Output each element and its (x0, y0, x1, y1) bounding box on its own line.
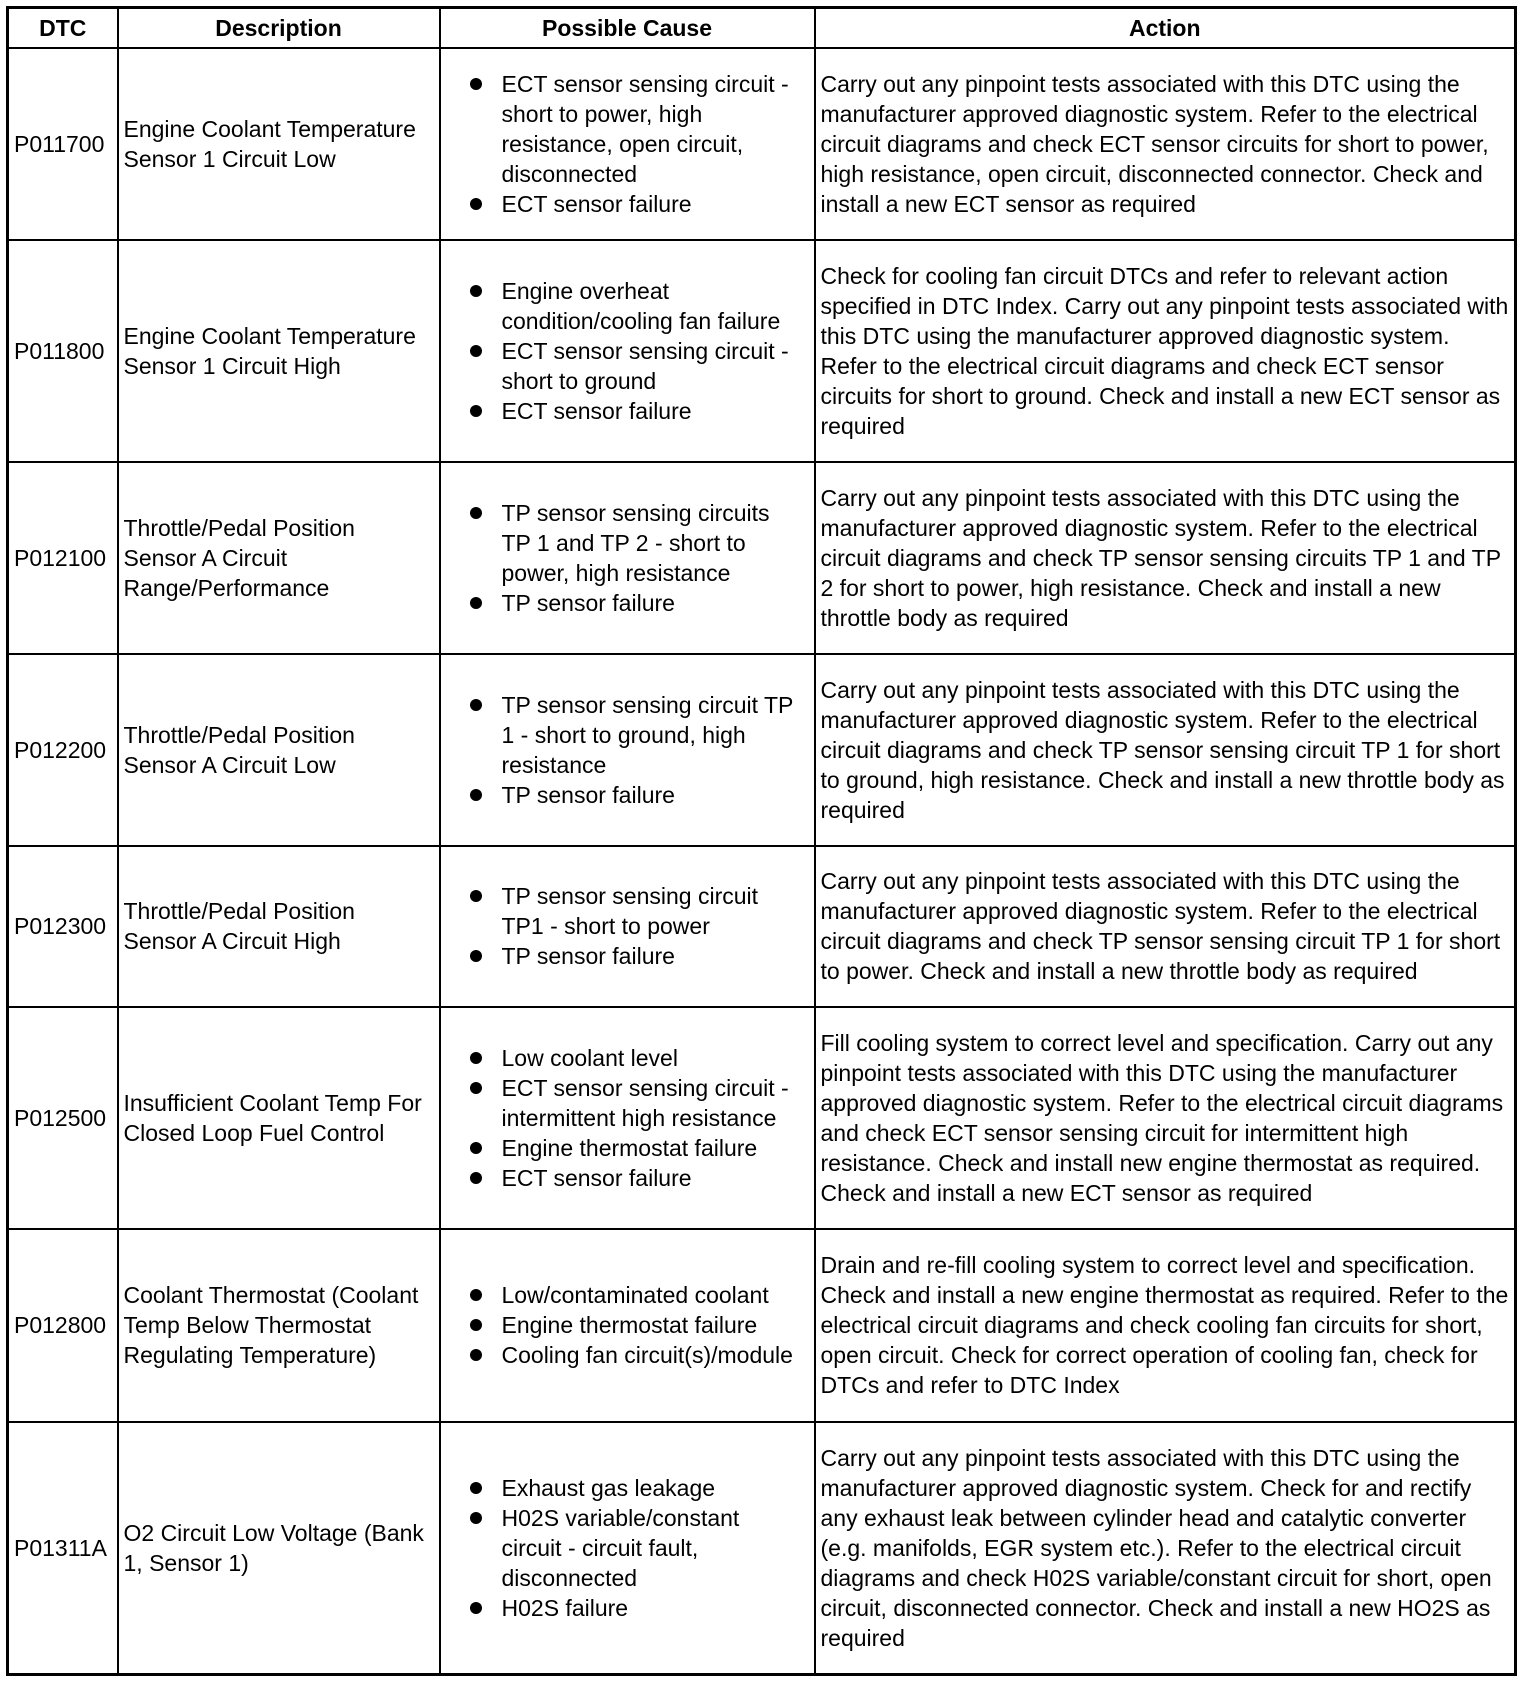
table-row (8, 48, 1516, 241)
table-row (8, 654, 1516, 846)
action-text: Check for cooling fan circuit DTCs and refer to relevant action specified in DTC Index. Carry out any pinpoint tests associated with this DTC using the manufacturer approved diagnostic system. Refer to the electrical circuit diagrams and check ECT sensor circuits for short to ground. Check and install a new ECT sensor as required (815, 240, 1516, 462)
possible-cause-item: H02S variable/constant circuit - circuit fault, disconnected (466, 1503, 803, 1593)
dtc-description: Coolant Thermostat (Coolant Temp Below Thermostat Regulating Temperature) (118, 1229, 440, 1422)
dtc-code: P012800 (8, 1229, 118, 1422)
possible-cause-cell (440, 1229, 815, 1422)
header-action: Action (815, 8, 1516, 48)
possible-cause-item: Low coolant level (466, 1043, 803, 1073)
possible-cause-list (446, 69, 809, 219)
dtc-table (6, 6, 1517, 1676)
action-text: Fill cooling system to correct level and specification. Carry out any pinpoint tests associated with this DTC using the manufacturer approved diagnostic system. Refer to the electrical circuit diagrams and check ECT sensor sensing circuit for intermittent high resistance. Check and install new engine thermostat as required. Check and install a new ECT sensor as required (815, 1007, 1516, 1229)
possible-cause-list (446, 1280, 809, 1370)
possible-cause-item: TP sensor failure (466, 780, 803, 810)
dtc-code: P011700 (8, 48, 118, 241)
action-text: Carry out any pinpoint tests associated with this DTC using the manufacturer approved diagnostic system. Refer to the electrical circuit diagrams and check ECT sensor circuits for short to power, high resistance, open circuit, disconnected connector. Check and install a new ECT sensor as required (815, 48, 1516, 241)
action-text: Carry out any pinpoint tests associated with this DTC using the manufacturer approved diagnostic system. Refer to the electrical circuit diagrams and check TP sensor sensing circuits TP 1 and TP 2 for short to power, high resistance. Check and install a new throttle body as required (815, 462, 1516, 654)
dtc-code: P01311A (8, 1422, 118, 1675)
dtc-description: Engine Coolant Temperature Sensor 1 Circuit High (118, 240, 440, 462)
possible-cause-cell (440, 240, 815, 462)
dtc-code: P011800 (8, 240, 118, 462)
possible-cause-cell (440, 654, 815, 846)
possible-cause-item: TP sensor failure (466, 941, 803, 971)
action-text: Carry out any pinpoint tests associated with this DTC using the manufacturer approved diagnostic system. Check for and rectify any exhaust leak between cylinder head and catalytic converter (e.g. manifolds, EGR system etc.). Refer to the electrical circuit diagrams and check H02S variable/constant circuit for short, open circuit, disconnected connector. Check and install a new HO2S as required (815, 1422, 1516, 1675)
header-description: Description (118, 8, 440, 48)
dtc-code: P012300 (8, 846, 118, 1007)
possible-cause-item: TP sensor sensing circuits TP 1 and TP 2 - short to power, high resistance (466, 498, 803, 588)
table-row (8, 240, 1516, 462)
possible-cause-item: TP sensor sensing circuit TP1 - short to power (466, 881, 803, 941)
dtc-code: P012100 (8, 462, 118, 654)
dtc-description: Throttle/Pedal Position Sensor A Circuit High (118, 846, 440, 1007)
possible-cause-list (446, 690, 809, 810)
dtc-code: P012500 (8, 1007, 118, 1229)
possible-cause-list (446, 1043, 809, 1193)
dtc-description: Throttle/Pedal Position Sensor A Circuit Low (118, 654, 440, 846)
dtc-description: O2 Circuit Low Voltage (Bank 1, Sensor 1) (118, 1422, 440, 1675)
possible-cause-item: Exhaust gas leakage (466, 1473, 803, 1503)
dtc-description: Throttle/Pedal Position Sensor A Circuit Range/Performance (118, 462, 440, 654)
dtc-description: Insufficient Coolant Temp For Closed Loop Fuel Control (118, 1007, 440, 1229)
possible-cause-cell (440, 462, 815, 654)
header-dtc: DTC (8, 8, 118, 48)
table-row (8, 846, 1516, 1007)
table-row (8, 1229, 1516, 1422)
table-row (8, 1007, 1516, 1229)
possible-cause-item: Engine thermostat failure (466, 1133, 803, 1163)
possible-cause-cell (440, 48, 815, 241)
possible-cause-list (446, 1473, 809, 1623)
possible-cause-item: TP sensor sensing circuit TP 1 - short to ground, high resistance (466, 690, 803, 780)
possible-cause-item: Low/contaminated coolant (466, 1280, 803, 1310)
possible-cause-item: ECT sensor sensing circuit - intermittent high resistance (466, 1073, 803, 1133)
possible-cause-cell (440, 1007, 815, 1229)
possible-cause-item: Engine thermostat failure (466, 1310, 803, 1340)
possible-cause-item: ECT sensor failure (466, 1163, 803, 1193)
table-row (8, 1422, 1516, 1675)
possible-cause-list (446, 498, 809, 618)
possible-cause-item: Engine overheat condition/cooling fan failure (466, 276, 803, 336)
possible-cause-item: ECT sensor failure (466, 396, 803, 426)
possible-cause-item: ECT sensor sensing circuit - short to ground (466, 336, 803, 396)
dtc-code: P012200 (8, 654, 118, 846)
possible-cause-item: TP sensor failure (466, 588, 803, 618)
possible-cause-cell (440, 846, 815, 1007)
action-text: Carry out any pinpoint tests associated with this DTC using the manufacturer approved diagnostic system. Refer to the electrical circuit diagrams and check TP sensor sensing circuit TP 1 for short to ground, high resistance. Check and install a new throttle body as required (815, 654, 1516, 846)
possible-cause-list (446, 881, 809, 971)
possible-cause-list (446, 276, 809, 426)
dtc-description: Engine Coolant Temperature Sensor 1 Circuit Low (118, 48, 440, 241)
possible-cause-cell (440, 1422, 815, 1675)
possible-cause-item: H02S failure (466, 1593, 803, 1623)
action-text: Carry out any pinpoint tests associated with this DTC using the manufacturer approved diagnostic system. Refer to the electrical circuit diagrams and check TP sensor sensing circuit TP 1 for short to power. Check and install a new throttle body as required (815, 846, 1516, 1007)
table-row (8, 462, 1516, 654)
header-row (8, 8, 1516, 48)
possible-cause-item: ECT sensor failure (466, 189, 803, 219)
header-possible-cause: Possible Cause (440, 8, 815, 48)
possible-cause-item: Cooling fan circuit(s)/module (466, 1340, 803, 1370)
possible-cause-item: ECT sensor sensing circuit - short to power, high resistance, open circuit, disconnected (466, 69, 803, 189)
action-text: Drain and re-fill cooling system to correct level and specification. Check and install a new engine thermostat as required. Refer to the electrical circuit diagrams and check cooling fan circuits for short, open circuit. Check for correct operation of cooling fan, check for DTCs and refer to DTC Index (815, 1229, 1516, 1422)
